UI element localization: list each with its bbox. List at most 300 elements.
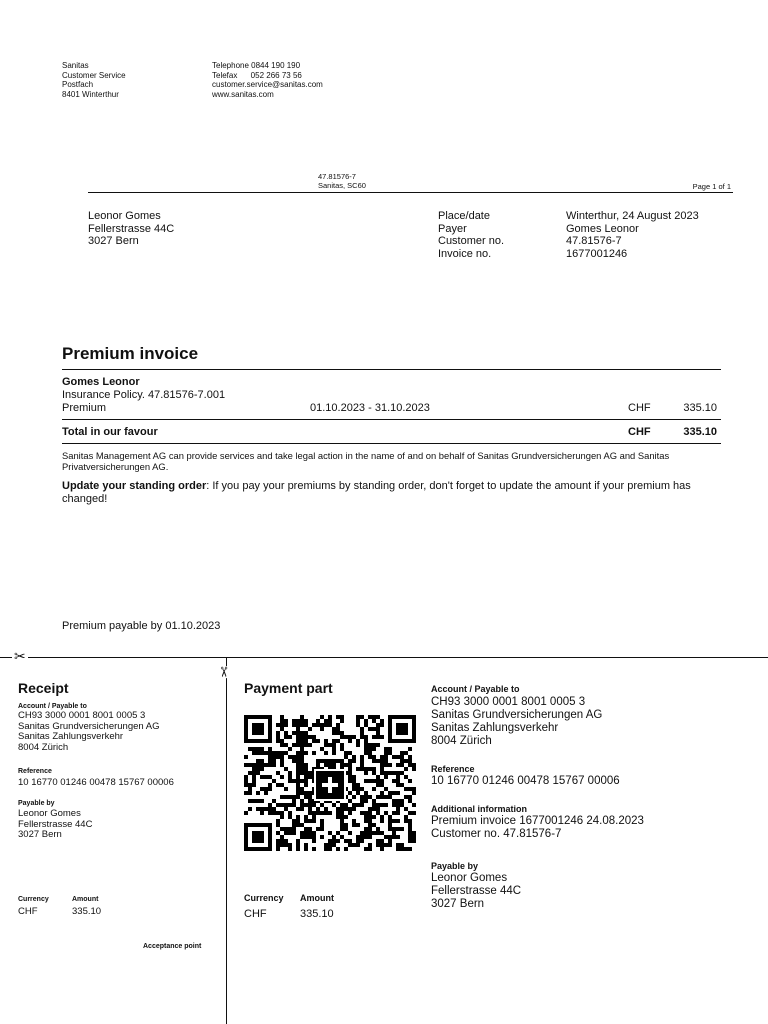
qr-module <box>368 751 372 755</box>
qr-module <box>284 803 288 807</box>
qr-module <box>296 743 300 747</box>
qr-module <box>340 811 344 815</box>
qr-module <box>332 763 336 767</box>
qr-module <box>268 775 272 779</box>
qr-module <box>264 807 268 811</box>
qr-module <box>304 735 308 739</box>
qr-module <box>412 803 416 807</box>
qr-module <box>368 843 372 847</box>
qr-module <box>380 735 384 739</box>
qr-module <box>380 779 384 783</box>
qr-module <box>364 771 368 775</box>
item-period: 01.10.2023 - 31.10.2023 <box>310 402 430 414</box>
qr-module <box>316 827 320 831</box>
qr-module <box>304 779 308 783</box>
qr-module <box>300 751 304 755</box>
qr-module <box>412 763 416 767</box>
qr-module <box>328 719 332 723</box>
qr-module <box>380 755 384 759</box>
qr-module <box>388 835 392 839</box>
qr-module <box>292 723 296 727</box>
qr-module <box>308 791 312 795</box>
additional-info <box>431 815 644 841</box>
qr-module <box>412 787 416 791</box>
qr-module <box>280 723 284 727</box>
qr-module <box>296 839 300 843</box>
qr-module <box>244 811 248 815</box>
qr-module <box>396 843 400 847</box>
qr-module <box>400 751 404 755</box>
payment-account <box>431 696 602 748</box>
qr-module <box>272 779 276 783</box>
qr-module <box>284 839 288 843</box>
qr-module <box>248 747 252 751</box>
qr-module <box>264 787 268 791</box>
qr-module <box>324 763 328 767</box>
qr-module <box>308 771 312 775</box>
qr-module <box>360 715 364 719</box>
meta-value: Winterthur, 24 August 2023 <box>566 210 699 222</box>
qr-module <box>360 767 364 771</box>
qr-module <box>304 843 308 847</box>
qr-module <box>332 727 336 731</box>
qr-module <box>384 843 388 847</box>
qr-module <box>368 847 372 851</box>
qr-module <box>256 763 260 767</box>
receipt-debtor: 3027 Bern <box>18 829 62 840</box>
qr-module <box>256 751 260 755</box>
additional-info-label: Additional information <box>431 804 527 814</box>
qr-module <box>316 723 320 727</box>
qr-module <box>368 779 372 783</box>
payment-payable-by-label: Payable by <box>431 861 479 871</box>
qr-module <box>376 811 380 815</box>
qr-module <box>252 779 256 783</box>
qr-module <box>376 779 380 783</box>
qr-module <box>368 811 372 815</box>
qr-module <box>384 747 388 751</box>
qr-module <box>284 807 288 811</box>
qr-module <box>388 791 392 795</box>
qr-module <box>296 751 300 755</box>
qr-module <box>300 767 304 771</box>
standing-order-text: : If you pay your premiums by standing order, don't forget to update the amount if your premium has changed! <box>62 480 691 505</box>
qr-module <box>344 839 348 843</box>
qr-module <box>384 751 388 755</box>
qr-module <box>276 771 280 775</box>
qr-module <box>376 803 380 807</box>
receipt-debtor: Fellerstrasse 44C <box>18 818 93 830</box>
qr-module <box>244 791 248 795</box>
qr-module <box>392 755 396 759</box>
qr-module <box>276 731 280 735</box>
scissors-icon: ✂ <box>14 648 26 664</box>
qr-module <box>288 795 292 799</box>
qr-module <box>400 843 404 847</box>
receipt-currency: CHF <box>18 906 38 917</box>
qr-module <box>388 771 392 775</box>
sender-line: Postfach <box>62 80 94 89</box>
qr-module <box>320 747 324 751</box>
qr-module <box>268 763 272 767</box>
qr-module <box>360 831 364 835</box>
additional-info-line: Customer no. 47.81576-7 <box>431 828 562 840</box>
qr-module <box>352 759 356 763</box>
qr-module <box>248 771 252 775</box>
qr-module <box>252 771 256 775</box>
qr-module <box>324 743 328 747</box>
qr-module <box>300 831 304 835</box>
qr-module <box>368 807 372 811</box>
qr-module <box>380 723 384 727</box>
qr-module <box>332 759 336 763</box>
header-rule <box>88 192 733 193</box>
qr-module <box>284 843 288 847</box>
qr-module <box>320 827 324 831</box>
qr-module <box>344 763 348 767</box>
qr-module <box>384 771 388 775</box>
qr-module <box>372 799 376 803</box>
receipt-title: Receipt <box>18 680 69 696</box>
qr-module <box>284 795 288 799</box>
qr-module <box>332 839 336 843</box>
qr-module <box>296 843 300 847</box>
qr-module <box>304 803 308 807</box>
qr-module <box>280 803 284 807</box>
qr-module <box>280 835 284 839</box>
qr-module <box>368 827 372 831</box>
qr-module <box>308 807 312 811</box>
qr-module <box>296 755 300 759</box>
qr-module <box>340 743 344 747</box>
qr-module <box>280 811 284 815</box>
qr-module <box>404 759 408 763</box>
receipt-debtor: Leonor Gomes <box>18 808 81 819</box>
qr-module <box>348 807 352 811</box>
qr-module <box>288 803 292 807</box>
qr-module <box>300 739 304 743</box>
qr-module <box>360 763 364 767</box>
qr-module <box>304 827 308 831</box>
meta-value: Gomes Leonor <box>566 222 639 235</box>
qr-module <box>384 787 388 791</box>
qr-module <box>288 843 292 847</box>
qr-module <box>388 795 392 799</box>
qr-module <box>356 783 360 787</box>
qr-module <box>322 783 338 787</box>
qr-module <box>268 751 272 755</box>
qr-module <box>380 763 384 767</box>
payment-creditor: 8004 Zürich <box>431 735 492 747</box>
sender-contact <box>212 61 323 99</box>
qr-module <box>288 779 292 783</box>
qr-module <box>404 807 408 811</box>
qr-module <box>368 743 372 747</box>
qr-module <box>376 843 380 847</box>
item-label: Premium <box>62 402 107 414</box>
qr-module <box>300 787 304 791</box>
qr-module <box>300 747 304 751</box>
qr-module <box>400 827 404 831</box>
qr-module <box>396 819 400 823</box>
qr-module <box>304 767 308 771</box>
qr-module <box>292 719 296 723</box>
qr-module <box>376 727 380 731</box>
qr-module <box>352 787 356 791</box>
payment-reference: 10 16770 01246 00478 15767 00006 <box>431 775 620 787</box>
qr-module <box>364 751 368 755</box>
qr-module <box>296 791 300 795</box>
qr-module <box>348 759 352 763</box>
qr-module <box>324 811 328 815</box>
payment-creditor: Sanitas Grundversicherungen AG <box>431 709 603 721</box>
qr-module <box>412 811 416 815</box>
qr-module <box>400 755 404 759</box>
qr-module <box>344 807 348 811</box>
qr-module <box>308 795 312 799</box>
qr-module <box>300 719 304 723</box>
qr-module <box>264 763 268 767</box>
qr-module <box>372 831 376 835</box>
total-amount: 335.10 <box>683 426 717 438</box>
invoice-meta <box>438 210 699 260</box>
qr-module <box>288 811 292 815</box>
meta-row <box>438 235 699 248</box>
qr-module <box>368 767 372 771</box>
qr-module <box>380 771 384 775</box>
qr-module <box>404 847 408 851</box>
qr-module <box>368 823 372 827</box>
qr-module <box>312 751 316 755</box>
qr-module <box>392 811 396 815</box>
qr-module <box>372 807 376 811</box>
qr-module <box>296 767 300 771</box>
qr-module <box>312 811 316 815</box>
qr-module <box>380 815 384 819</box>
qr-module <box>388 843 392 847</box>
qr-module <box>284 787 288 791</box>
payment-currency-label: Currency <box>244 893 284 903</box>
qr-module <box>288 815 292 819</box>
qr-module <box>408 759 412 763</box>
qr-module <box>248 807 252 811</box>
qr-module <box>296 723 300 727</box>
qr-module <box>292 831 296 835</box>
qr-module <box>380 759 384 763</box>
qr-module <box>248 763 252 767</box>
qr-module <box>308 831 312 835</box>
payment-part-title: Payment part <box>244 680 333 696</box>
qr-module <box>300 771 304 775</box>
qr-module <box>376 839 380 843</box>
qr-module <box>352 775 356 779</box>
qr-module <box>328 847 332 851</box>
qr-module <box>368 819 372 823</box>
receipt-iban: CH93 3000 0001 8001 0005 3 <box>18 710 146 721</box>
qr-module <box>360 839 364 843</box>
qr-module <box>344 847 348 851</box>
qr-module <box>324 723 328 727</box>
qr-module <box>304 795 308 799</box>
qr-module <box>304 783 308 787</box>
qr-module <box>280 743 284 747</box>
qr-module <box>392 803 396 807</box>
qr-module <box>372 803 376 807</box>
qr-module <box>344 735 348 739</box>
qr-module <box>360 799 364 803</box>
qr-module <box>356 823 360 827</box>
qr-module <box>268 755 272 759</box>
policy-line: Insurance Policy. 47.81576-7.001 <box>62 389 226 401</box>
qr-module <box>280 739 284 743</box>
scissors-icon: ✂ <box>215 666 232 678</box>
qr-module <box>324 759 328 763</box>
qr-module <box>288 827 292 831</box>
recipient-line: Leonor Gomes <box>88 210 161 222</box>
qr-module <box>268 759 272 763</box>
qr-module <box>356 839 360 843</box>
qr-module <box>268 783 272 787</box>
ref-line-1: 47.81576-7 <box>318 172 356 181</box>
qr-module <box>356 767 360 771</box>
qr-module <box>280 759 284 763</box>
qr-module <box>300 803 304 807</box>
qr-module <box>380 795 384 799</box>
qr-module <box>380 783 384 787</box>
qr-module <box>368 715 372 719</box>
qr-module <box>392 771 396 775</box>
qr-module <box>300 735 304 739</box>
qr-module <box>380 803 384 807</box>
qr-module <box>252 775 256 779</box>
meta-label: Payer <box>438 222 467 235</box>
qr-module <box>284 767 288 771</box>
qr-module <box>360 795 364 799</box>
qr-module <box>244 763 248 767</box>
qr-module <box>304 835 308 839</box>
qr-module <box>328 839 332 843</box>
swiss-qr-code <box>244 715 416 851</box>
qr-module <box>384 835 388 839</box>
qr-module <box>280 755 284 759</box>
qr-module <box>372 715 376 719</box>
qr-module <box>304 723 308 727</box>
qr-module <box>268 803 272 807</box>
qr-module <box>300 823 304 827</box>
qr-module <box>364 723 368 727</box>
qr-module <box>304 731 308 735</box>
item-currency: CHF <box>628 402 651 414</box>
qr-module <box>392 831 396 835</box>
qr-module <box>400 803 404 807</box>
qr-module <box>408 831 412 835</box>
qr-module <box>304 743 308 747</box>
qr-module <box>348 767 352 771</box>
qr-module <box>392 827 396 831</box>
receipt-account <box>18 711 160 753</box>
qr-module <box>408 755 412 759</box>
qr-module <box>400 799 404 803</box>
qr-module <box>276 831 280 835</box>
ref-line-2: Sanitas, SC60 <box>318 181 366 190</box>
qr-module <box>284 827 288 831</box>
qr-module <box>312 831 316 835</box>
qr-module <box>288 831 292 835</box>
qr-module <box>288 847 292 851</box>
qr-module <box>312 723 316 727</box>
qr-module <box>356 723 360 727</box>
recipient-line: Fellerstrasse 44C <box>88 222 175 235</box>
qr-module <box>268 811 272 815</box>
qr-module <box>368 795 372 799</box>
qr-module <box>260 751 264 755</box>
qr-module <box>356 787 360 791</box>
qr-module <box>276 819 280 823</box>
qr-module <box>304 719 308 723</box>
qr-module <box>284 735 288 739</box>
qr-module <box>408 819 412 823</box>
qr-module <box>352 783 356 787</box>
qr-module <box>284 731 288 735</box>
qr-module <box>332 803 336 807</box>
qr-module <box>380 831 384 835</box>
qr-module <box>316 759 320 763</box>
qr-module <box>380 819 384 823</box>
qr-module <box>372 759 376 763</box>
qr-module <box>292 731 296 735</box>
qr-module <box>352 803 356 807</box>
qr-module <box>260 763 264 767</box>
qr-module <box>280 795 284 799</box>
qr-module <box>364 779 368 783</box>
qr-module <box>292 803 296 807</box>
qr-module <box>364 799 368 803</box>
qr-module <box>388 751 392 755</box>
insured-name: Gomes Leonor <box>62 376 140 388</box>
qr-module <box>388 819 392 823</box>
qr-module <box>296 815 300 819</box>
qr-module <box>256 799 260 803</box>
qr-module <box>260 767 264 771</box>
qr-module <box>348 811 352 815</box>
qr-module <box>296 847 300 851</box>
qr-module <box>400 783 404 787</box>
qr-module <box>308 835 312 839</box>
qr-module <box>280 719 284 723</box>
qr-module <box>300 791 304 795</box>
qr-module <box>356 715 360 719</box>
qr-module <box>376 795 380 799</box>
qr-module <box>340 735 344 739</box>
qr-module <box>376 827 380 831</box>
qr-module <box>384 803 388 807</box>
qr-module <box>396 799 400 803</box>
qr-module <box>344 827 348 831</box>
qr-module <box>304 819 308 823</box>
qr-module <box>376 783 380 787</box>
qr-module <box>408 763 412 767</box>
qr-module <box>364 831 368 835</box>
qr-module <box>284 831 288 835</box>
qr-module <box>316 763 320 767</box>
qr-module <box>336 847 340 851</box>
qr-module <box>336 731 340 735</box>
qr-module <box>248 783 252 787</box>
qr-module <box>396 779 400 783</box>
payment-account-label: Account / Payable to <box>431 684 520 694</box>
qr-module <box>376 743 380 747</box>
qr-module <box>320 819 324 823</box>
